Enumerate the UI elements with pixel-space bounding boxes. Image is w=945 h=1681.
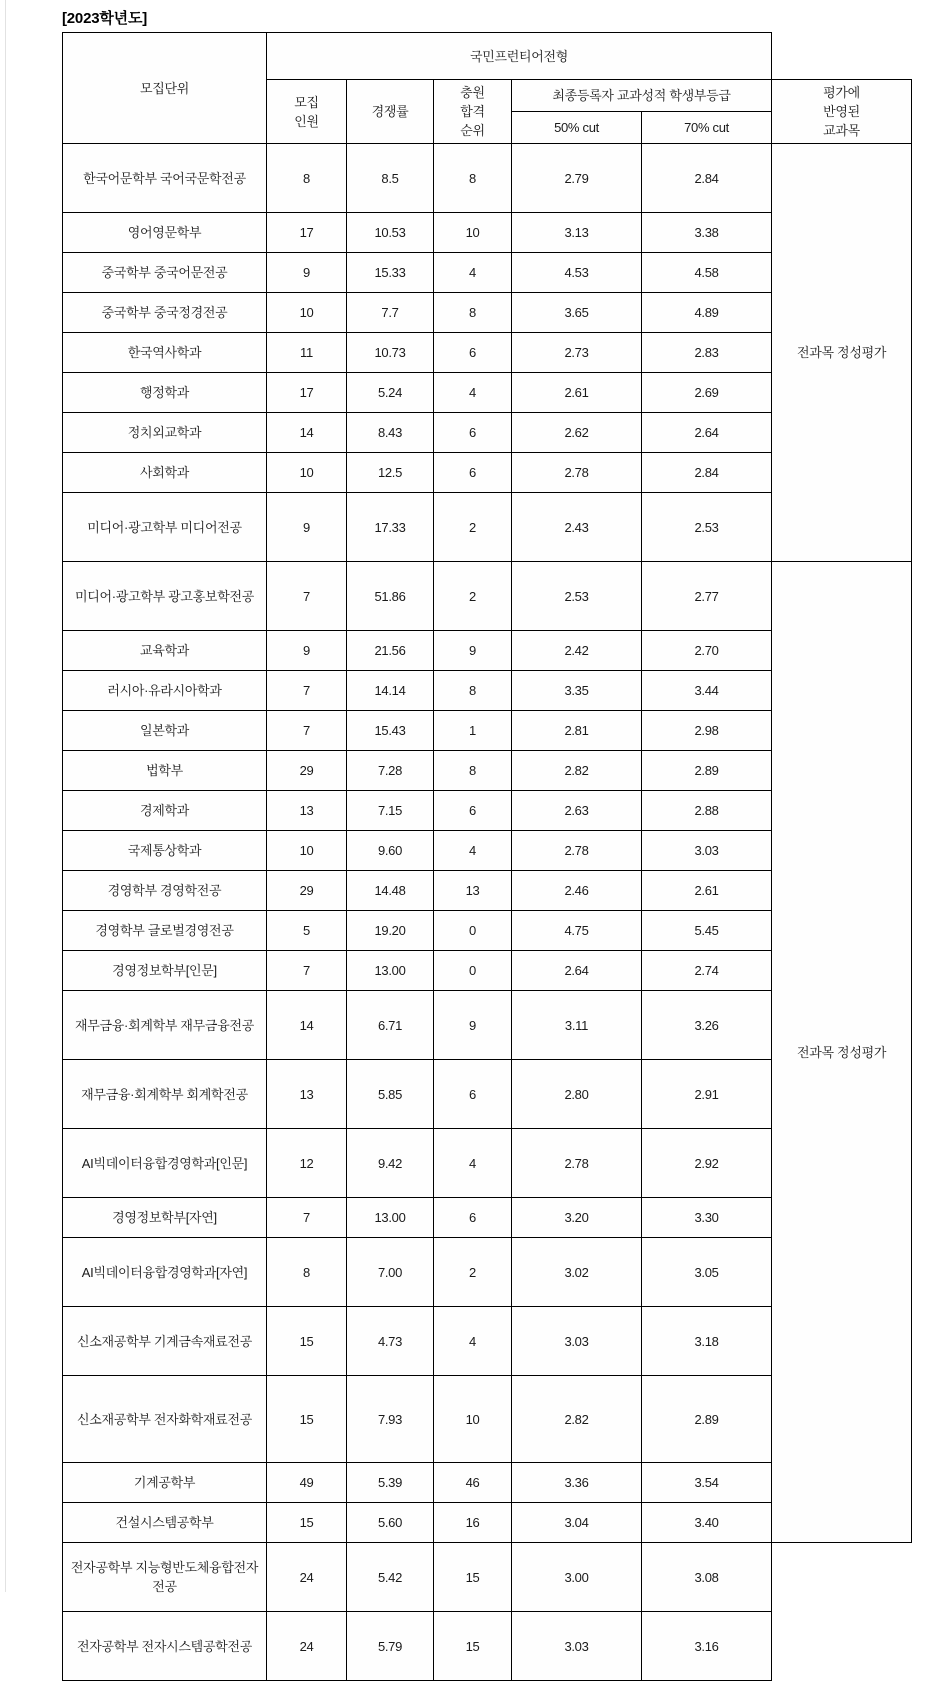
cell-additional-pass-rank: 9 [434,631,512,671]
cell-cut50: 2.42 [512,631,642,671]
cell-additional-pass-rank: 6 [434,1198,512,1238]
cell-cut50: 2.62 [512,413,642,453]
cell-cut50: 2.78 [512,831,642,871]
cell-additional-pass-rank: 15 [434,1543,512,1612]
cell-competition-ratio: 5.42 [347,1543,434,1612]
cell-quota: 17 [267,213,347,253]
cell-competition-ratio: 13.00 [347,1198,434,1238]
cell-cut50: 4.53 [512,253,642,293]
cell-additional-pass-rank: 1 [434,711,512,751]
cell-cut70: 2.83 [642,333,772,373]
cell-cut70: 2.61 [642,871,772,911]
cell-competition-ratio: 17.33 [347,493,434,562]
header-evaluated-subjects [772,80,912,144]
cell-competition-ratio: 9.42 [347,1129,434,1198]
cell-additional-pass-rank: 8 [434,144,512,213]
cell-cut70: 2.69 [642,373,772,413]
cell-competition-ratio: 9.60 [347,831,434,871]
cell-cut70: 4.58 [642,253,772,293]
cell-quota: 14 [267,413,347,453]
cell-additional-pass-rank: 4 [434,1307,512,1376]
cell-cut70: 2.98 [642,711,772,751]
cell-additional-pass-rank: 2 [434,562,512,631]
cell-cut50: 2.43 [512,493,642,562]
admissions-results-table [62,32,912,1681]
cell-competition-ratio: 7.93 [347,1376,434,1463]
cell-cut70: 3.30 [642,1198,772,1238]
cell-additional-pass-rank: 6 [434,413,512,453]
header-subjects-line1: 평가에 [823,85,860,100]
cell-cut50: 3.03 [512,1307,642,1376]
cell-quota: 11 [267,333,347,373]
cell-quota: 14 [267,991,347,1060]
header-subjects-line2: 반영된 [823,104,860,119]
header-quota [267,80,347,144]
cell-additional-pass-rank: 4 [434,831,512,871]
cell-recruit-unit: 미디어·광고학부 광고홍보학전공 [63,562,267,631]
header-row-1 [63,33,912,80]
cell-cut70: 3.26 [642,991,772,1060]
cell-quota: 7 [267,671,347,711]
cell-recruit-unit: 재무금융·회계학부 회계학전공 [63,1060,267,1129]
cell-additional-pass-rank: 46 [434,1463,512,1503]
header-rank-line1: 충원 [460,85,485,100]
cell-cut70: 3.16 [642,1612,772,1681]
cell-additional-pass-rank: 6 [434,333,512,373]
cell-cut50: 2.46 [512,871,642,911]
cell-quota: 24 [267,1612,347,1681]
header-additional-pass-rank [434,80,512,144]
cell-quota: 15 [267,1376,347,1463]
cell-quota: 17 [267,373,347,413]
table-row [63,144,912,213]
cell-quota: 8 [267,1238,347,1307]
cell-competition-ratio: 8.5 [347,144,434,213]
cell-additional-pass-rank: 8 [434,751,512,791]
cell-cut50: 2.78 [512,1129,642,1198]
cell-cut70: 3.05 [642,1238,772,1307]
cell-cut50: 3.00 [512,1543,642,1612]
cell-quota: 29 [267,751,347,791]
cell-competition-ratio: 7.15 [347,791,434,831]
cell-recruit-unit: 경영정보학부[인문] [63,951,267,991]
cell-recruit-unit: 교육학과 [63,631,267,671]
cell-competition-ratio: 7.28 [347,751,434,791]
cell-competition-ratio: 5.79 [347,1612,434,1681]
header-cut50: 50% cut [512,112,642,144]
header-quota-line1: 모집 [294,94,319,110]
cell-cut50: 3.20 [512,1198,642,1238]
cell-cut70: 2.70 [642,631,772,671]
cell-competition-ratio: 10.53 [347,213,434,253]
cell-additional-pass-rank: 10 [434,213,512,253]
cell-cut50: 2.63 [512,791,642,831]
cell-competition-ratio: 15.43 [347,711,434,751]
cell-additional-pass-rank: 16 [434,1503,512,1543]
cell-recruit-unit: 법학부 [63,751,267,791]
cell-cut50: 3.03 [512,1612,642,1681]
cell-cut70: 2.89 [642,751,772,791]
cell-recruit-unit: 사회학과 [63,453,267,493]
cell-recruit-unit: 중국학부 중국어문전공 [63,253,267,293]
cell-competition-ratio: 10.73 [347,333,434,373]
cell-quota: 15 [267,1307,347,1376]
cell-quota: 15 [267,1503,347,1543]
cell-cut70: 2.74 [642,951,772,991]
cell-competition-ratio: 14.48 [347,871,434,911]
cell-quota: 24 [267,1543,347,1612]
cell-competition-ratio: 5.24 [347,373,434,413]
cell-competition-ratio: 51.86 [347,562,434,631]
cell-additional-pass-rank: 6 [434,453,512,493]
cell-additional-pass-rank: 10 [434,1376,512,1463]
cell-competition-ratio: 7.00 [347,1238,434,1307]
cell-cut50: 2.61 [512,373,642,413]
cell-cut50: 2.80 [512,1060,642,1129]
cell-competition-ratio: 21.56 [347,631,434,671]
cell-additional-pass-rank: 15 [434,1612,512,1681]
table-header [63,33,912,144]
cell-cut50: 3.65 [512,293,642,333]
header-subjects-line3: 교과목 [823,123,860,138]
cell-quota: 13 [267,791,347,831]
header-cut70: 70% cut [642,112,772,144]
cell-quota: 29 [267,871,347,911]
cell-quota: 10 [267,831,347,871]
header-final-grades-group: 최종등록자 교과성적 학생부등급 [512,80,772,112]
cell-cut70: 5.45 [642,911,772,951]
header-admission-type: 국민프런티어전형 [267,33,772,80]
cell-additional-pass-rank: 0 [434,951,512,991]
cell-cut50: 3.11 [512,991,642,1060]
cell-recruit-unit: 행정학과 [63,373,267,413]
cell-recruit-unit: 경영학부 글로벌경영전공 [63,911,267,951]
cell-cut70: 2.84 [642,144,772,213]
header-rank-line3: 순위 [460,123,485,138]
cell-recruit-unit: 신소재공학부 기계금속재료전공 [63,1307,267,1376]
cell-recruit-unit: 경영정보학부[자연] [63,1198,267,1238]
cell-cut50: 2.79 [512,144,642,213]
cell-competition-ratio: 8.43 [347,413,434,453]
cell-additional-pass-rank: 4 [434,253,512,293]
cell-recruit-unit: 러시아·유라시아학과 [63,671,267,711]
header-recruit-unit: 모집단위 [63,33,267,144]
cell-additional-pass-rank: 0 [434,911,512,951]
cell-cut50: 2.82 [512,1376,642,1463]
cell-competition-ratio: 14.14 [347,671,434,711]
cell-additional-pass-rank: 4 [434,1129,512,1198]
cell-quota: 12 [267,1129,347,1198]
header-quota-line2: 인원 [294,113,319,129]
cell-cut50: 2.81 [512,711,642,751]
cell-recruit-unit: 신소재공학부 전자화학재료전공 [63,1376,267,1463]
cell-evaluated-subjects: 전과목 정성평가 [772,144,912,562]
cell-competition-ratio: 5.60 [347,1503,434,1543]
cell-additional-pass-rank: 4 [434,373,512,413]
cell-recruit-unit: 정치외교학과 [63,413,267,453]
cell-quota: 9 [267,253,347,293]
cell-cut70: 3.38 [642,213,772,253]
cell-cut50: 3.13 [512,213,642,253]
cell-additional-pass-rank: 6 [434,1060,512,1129]
cell-additional-pass-rank: 8 [434,671,512,711]
cell-cut70: 2.88 [642,791,772,831]
cell-competition-ratio: 5.85 [347,1060,434,1129]
cell-cut50: 2.82 [512,751,642,791]
cell-quota: 9 [267,631,347,671]
cell-recruit-unit: 재무금융·회계학부 재무금융전공 [63,991,267,1060]
cell-quota: 5 [267,911,347,951]
cell-competition-ratio: 4.73 [347,1307,434,1376]
cell-competition-ratio: 7.7 [347,293,434,333]
cell-quota: 13 [267,1060,347,1129]
cell-recruit-unit: 일본학과 [63,711,267,751]
table-row [63,1543,912,1612]
cell-quota: 49 [267,1463,347,1503]
cell-quota: 7 [267,711,347,751]
cell-cut50: 3.35 [512,671,642,711]
cell-competition-ratio: 15.33 [347,253,434,293]
cell-cut70: 2.91 [642,1060,772,1129]
cell-recruit-unit: 기계공학부 [63,1463,267,1503]
cell-recruit-unit: AI빅데이터융합경영학과[자연] [63,1238,267,1307]
cell-cut70: 2.64 [642,413,772,453]
cell-competition-ratio: 6.71 [347,991,434,1060]
cell-recruit-unit: 국제통상학과 [63,831,267,871]
cell-cut70: 3.40 [642,1503,772,1543]
cell-cut70: 2.53 [642,493,772,562]
cell-recruit-unit: 전자공학부 전자시스템공학전공 [63,1612,267,1681]
cell-additional-pass-rank: 6 [434,791,512,831]
cell-recruit-unit: AI빅데이터융합경영학과[인문] [63,1129,267,1198]
cell-cut70: 2.89 [642,1376,772,1463]
cell-additional-pass-rank: 13 [434,871,512,911]
cell-cut50: 2.64 [512,951,642,991]
table-body [63,144,912,1681]
cell-cut70: 3.44 [642,671,772,711]
cell-competition-ratio: 19.20 [347,911,434,951]
cell-recruit-unit: 전자공학부 지능형반도체융합전자전공 [63,1543,267,1612]
cell-additional-pass-rank: 8 [434,293,512,333]
cell-cut70: 4.89 [642,293,772,333]
cell-additional-pass-rank: 2 [434,493,512,562]
cell-competition-ratio: 12.5 [347,453,434,493]
table-row [63,562,912,631]
cell-cut50: 3.02 [512,1238,642,1307]
cell-cut70: 3.54 [642,1463,772,1503]
cell-competition-ratio: 13.00 [347,951,434,991]
cell-quota: 7 [267,562,347,631]
header-rank-line2: 합격 [460,104,485,119]
cell-cut70: 2.77 [642,562,772,631]
cell-cut70: 3.08 [642,1543,772,1612]
cell-cut70: 2.84 [642,453,772,493]
cell-competition-ratio: 5.39 [347,1463,434,1503]
cell-recruit-unit: 건설시스템공학부 [63,1503,267,1543]
cell-recruit-unit: 미디어·광고학부 미디어전공 [63,493,267,562]
cell-recruit-unit: 한국역사학과 [63,333,267,373]
page-title: [2023학년도] [62,10,148,27]
cell-recruit-unit: 경제학과 [63,791,267,831]
header-competition-ratio: 경쟁률 [347,80,434,144]
cell-cut70: 3.03 [642,831,772,871]
cell-quota: 7 [267,951,347,991]
cell-cut50: 3.36 [512,1463,642,1503]
cell-cut70: 2.92 [642,1129,772,1198]
table-row [63,1612,912,1681]
cell-recruit-unit: 중국학부 중국정경전공 [63,293,267,333]
cell-cut50: 3.04 [512,1503,642,1543]
cell-cut50: 2.73 [512,333,642,373]
cell-evaluated-subjects: 전과목 정성평가 [772,562,912,1543]
cell-recruit-unit: 경영학부 경영학전공 [63,871,267,911]
cell-additional-pass-rank: 2 [434,1238,512,1307]
cell-cut70: 3.18 [642,1307,772,1376]
cell-cut50: 4.75 [512,911,642,951]
cell-quota: 8 [267,144,347,213]
cell-quota: 10 [267,453,347,493]
cell-recruit-unit: 한국어문학부 국어국문학전공 [63,144,267,213]
cell-quota: 10 [267,293,347,333]
cell-additional-pass-rank: 9 [434,991,512,1060]
cell-quota: 7 [267,1198,347,1238]
cell-cut50: 2.78 [512,453,642,493]
cell-recruit-unit: 영어영문학부 [63,213,267,253]
cell-cut50: 2.53 [512,562,642,631]
cell-quota: 9 [267,493,347,562]
